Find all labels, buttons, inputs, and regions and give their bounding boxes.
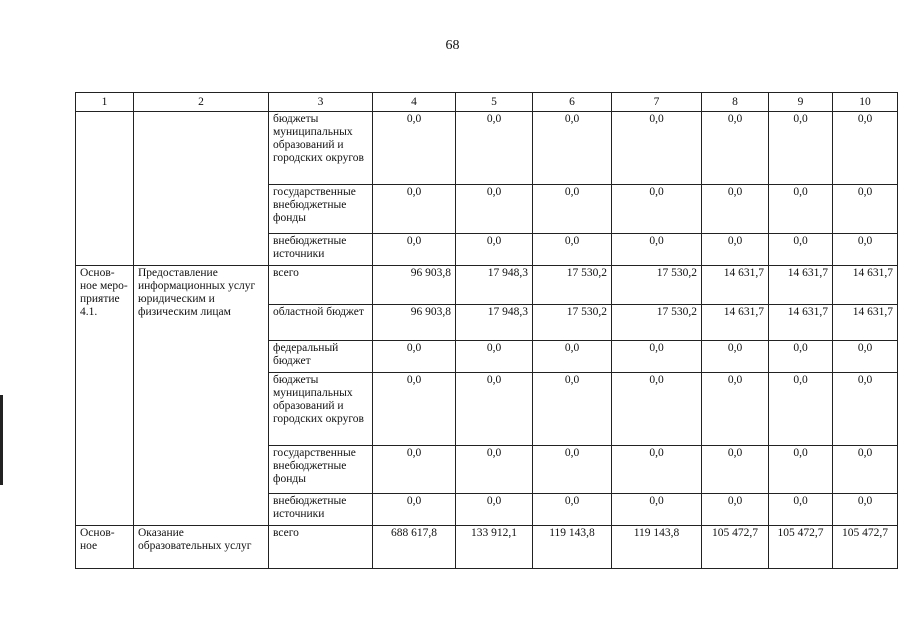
table-row <box>76 526 898 569</box>
value-cell: 0,0 <box>702 340 769 372</box>
value-cell: 0,0 <box>833 446 898 494</box>
value-cell: 0,0 <box>769 340 833 372</box>
value-cell: 0,0 <box>533 446 612 494</box>
col-header: 10 <box>833 93 898 112</box>
value-cell: 96 903,8 <box>373 266 456 305</box>
value-cell: 0,0 <box>456 446 533 494</box>
value-cell: 0,0 <box>612 112 702 185</box>
value-cell: 17 530,2 <box>612 266 702 305</box>
value-cell: 17 530,2 <box>533 304 612 340</box>
table-row <box>76 112 898 185</box>
funding-source: бюджеты муниципальных образований и городских округов <box>269 373 373 446</box>
col-header: 5 <box>456 93 533 112</box>
value-cell: 0,0 <box>533 373 612 446</box>
value-cell: 0,0 <box>373 233 456 265</box>
value-cell: 0,0 <box>533 233 612 265</box>
value-cell: 0,0 <box>702 493 769 525</box>
funding-source: всего <box>269 266 373 305</box>
col-header: 4 <box>373 93 456 112</box>
activity-name-cell: Оказание образовательных услуг <box>134 526 269 569</box>
value-cell: 0,0 <box>833 233 898 265</box>
value-cell: 688 617,8 <box>373 526 456 569</box>
value-cell: 14 631,7 <box>702 304 769 340</box>
value-cell: 0,0 <box>769 373 833 446</box>
value-cell: 0,0 <box>769 112 833 185</box>
col-header: 6 <box>533 93 612 112</box>
value-cell: 0,0 <box>373 493 456 525</box>
value-cell: 0,0 <box>769 493 833 525</box>
value-cell: 0,0 <box>373 184 456 233</box>
col-header: 7 <box>612 93 702 112</box>
value-cell: 0,0 <box>533 184 612 233</box>
value-cell: 0,0 <box>456 233 533 265</box>
activity-type-cell: Основ- ное <box>76 526 134 569</box>
value-cell: 0,0 <box>373 340 456 372</box>
value-cell: 0,0 <box>533 112 612 185</box>
value-cell: 119 143,8 <box>612 526 702 569</box>
value-cell: 17 948,3 <box>456 304 533 340</box>
value-cell: 0,0 <box>612 340 702 372</box>
funding-source: всего <box>269 526 373 569</box>
col-header: 2 <box>134 93 269 112</box>
scan-edge-mark <box>0 395 3 485</box>
value-cell: 0,0 <box>533 340 612 372</box>
value-cell: 14 631,7 <box>769 304 833 340</box>
funding-source: государственные внебюджетные фонды <box>269 184 373 233</box>
activity-type-cell: Основ- ное меро- приятие 4.1. <box>76 266 134 526</box>
value-cell: 0,0 <box>833 112 898 185</box>
value-cell: 0,0 <box>612 184 702 233</box>
col-header: 1 <box>76 93 134 112</box>
value-cell: 0,0 <box>373 446 456 494</box>
activity-name-cell <box>134 112 269 266</box>
value-cell: 0,0 <box>769 233 833 265</box>
funding-source: федеральный бюджет <box>269 340 373 372</box>
value-cell: 14 631,7 <box>702 266 769 305</box>
value-cell: 0,0 <box>456 493 533 525</box>
table-row <box>76 266 898 305</box>
value-cell: 0,0 <box>833 493 898 525</box>
value-cell: 119 143,8 <box>533 526 612 569</box>
activity-name-cell: Предоставление информационных услуг юридическим и физическим лицам <box>134 266 269 526</box>
value-cell: 0,0 <box>612 493 702 525</box>
value-cell: 14 631,7 <box>769 266 833 305</box>
value-cell: 0,0 <box>612 446 702 494</box>
value-cell: 0,0 <box>612 373 702 446</box>
value-cell: 0,0 <box>456 184 533 233</box>
value-cell: 0,0 <box>833 184 898 233</box>
value-cell: 0,0 <box>769 184 833 233</box>
value-cell: 0,0 <box>769 446 833 494</box>
value-cell: 0,0 <box>456 373 533 446</box>
value-cell: 105 472,7 <box>702 526 769 569</box>
value-cell: 0,0 <box>373 112 456 185</box>
value-cell: 17 530,2 <box>612 304 702 340</box>
funding-source: государственные внебюджетные фонды <box>269 446 373 494</box>
value-cell: 17 530,2 <box>533 266 612 305</box>
value-cell: 0,0 <box>373 373 456 446</box>
value-cell: 0,0 <box>833 373 898 446</box>
page-number: 68 <box>445 38 460 53</box>
value-cell: 105 472,7 <box>833 526 898 569</box>
funding-source: областной бюджет <box>269 304 373 340</box>
value-cell: 133 912,1 <box>456 526 533 569</box>
funding-source: внебюджетные источники <box>269 493 373 525</box>
value-cell: 0,0 <box>456 112 533 185</box>
col-header: 9 <box>769 93 833 112</box>
value-cell: 0,0 <box>612 233 702 265</box>
col-header: 8 <box>702 93 769 112</box>
value-cell: 0,0 <box>533 493 612 525</box>
funding-source: бюджеты муниципальных образований и городских округов <box>269 112 373 185</box>
value-cell: 17 948,3 <box>456 266 533 305</box>
value-cell: 14 631,7 <box>833 266 898 305</box>
value-cell: 105 472,7 <box>769 526 833 569</box>
value-cell: 96 903,8 <box>373 304 456 340</box>
value-cell: 0,0 <box>702 233 769 265</box>
header-row <box>76 93 898 112</box>
budget-table <box>75 92 898 569</box>
col-header: 3 <box>269 93 373 112</box>
activity-type-cell <box>76 112 134 266</box>
value-cell: 14 631,7 <box>833 304 898 340</box>
funding-source: внебюджетные источники <box>269 233 373 265</box>
value-cell: 0,0 <box>456 340 533 372</box>
value-cell: 0,0 <box>833 340 898 372</box>
value-cell: 0,0 <box>702 184 769 233</box>
value-cell: 0,0 <box>702 446 769 494</box>
value-cell: 0,0 <box>702 112 769 185</box>
value-cell: 0,0 <box>702 373 769 446</box>
